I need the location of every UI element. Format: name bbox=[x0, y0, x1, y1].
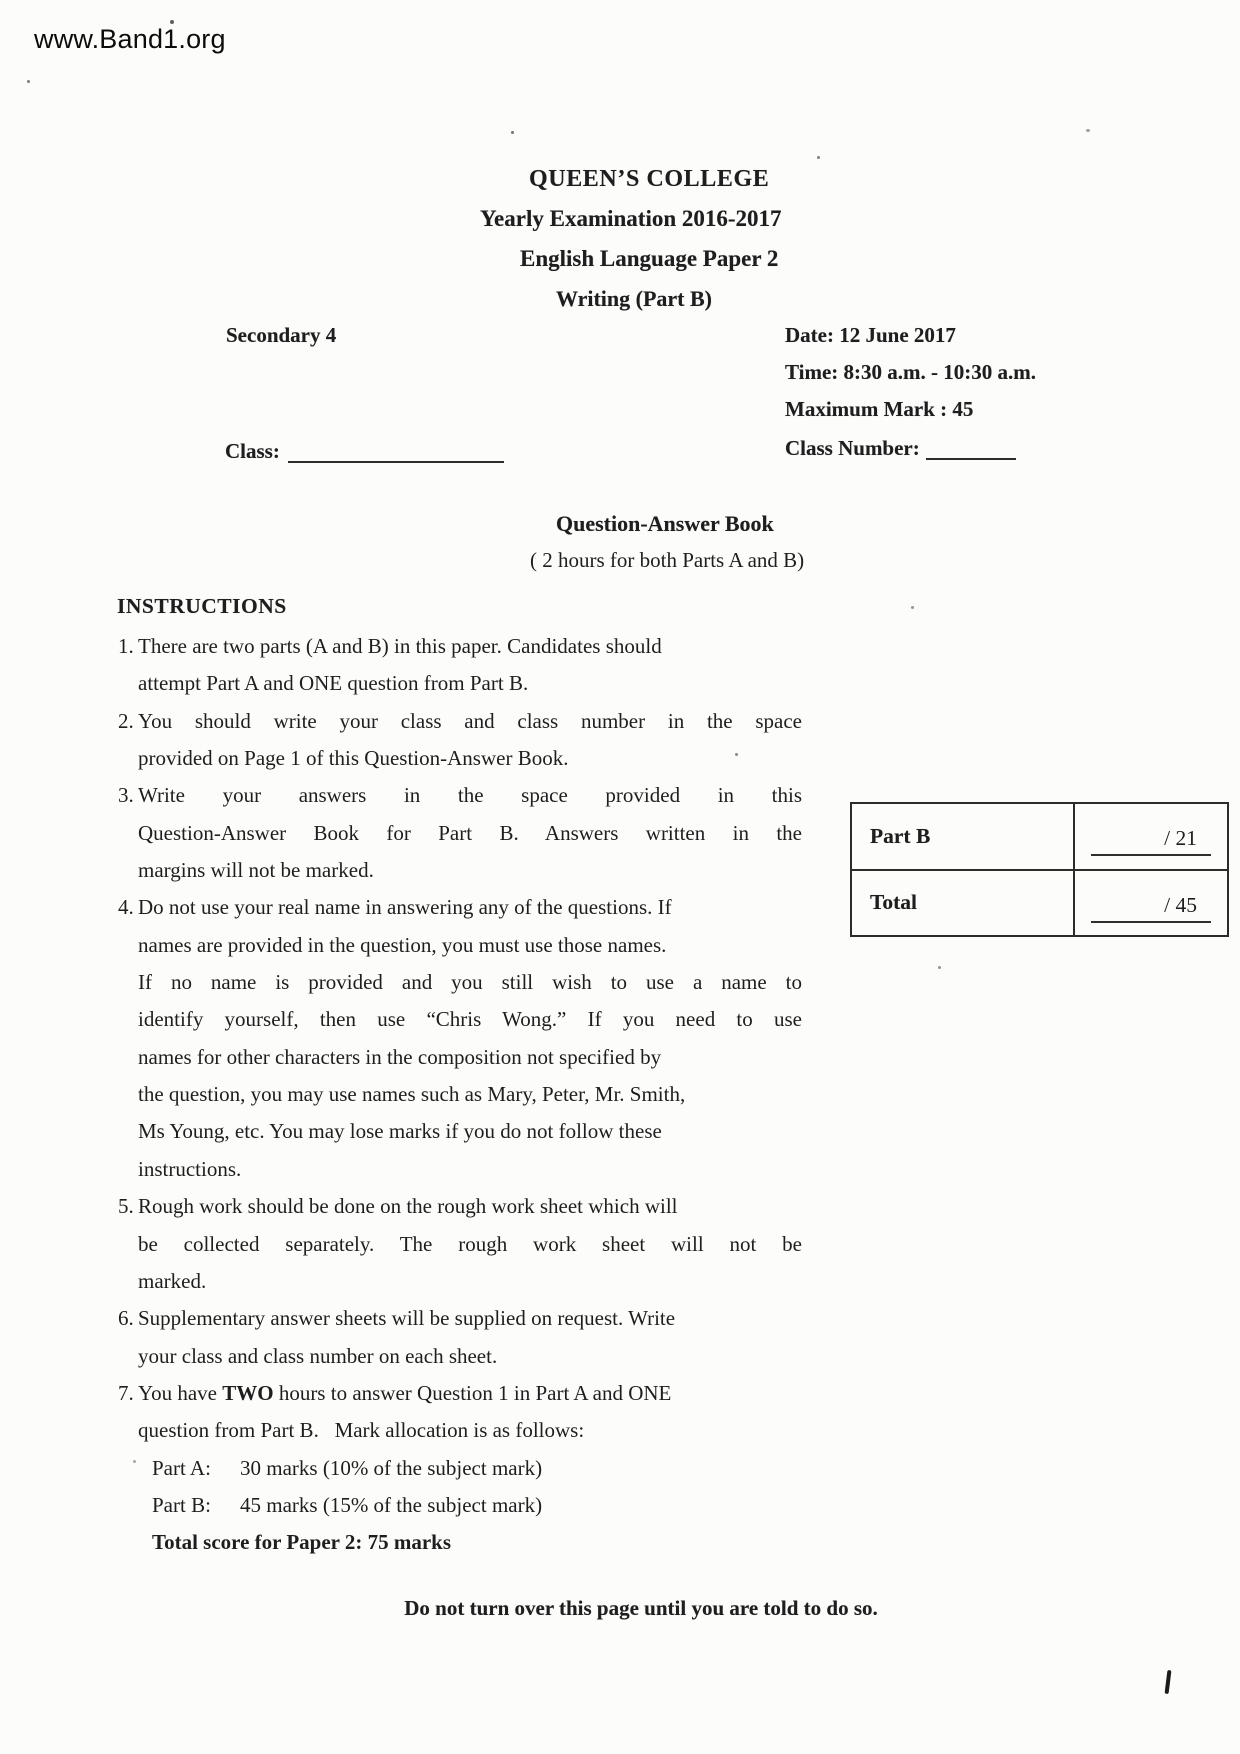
instruction-line bbox=[138, 1226, 802, 1263]
scan-speck bbox=[170, 20, 174, 24]
instruction-text: identify yourself, then use “Chris Wong.” If you need to use bbox=[138, 1007, 802, 1032]
section-title: Writing (Part B) bbox=[556, 286, 713, 311]
instruction-text: Do not use your real name in answering any of the questions. If bbox=[138, 895, 672, 920]
instruction-text: your class and class number on each sheet. bbox=[138, 1343, 498, 1368]
instruction-text: names for other characters in the composition not specified by bbox=[138, 1044, 662, 1069]
instruction-number: 5. bbox=[118, 1194, 134, 1219]
instruction-item bbox=[118, 1375, 802, 1562]
instruction-line bbox=[138, 1151, 802, 1188]
school-name: QUEEN’S COLLEGE bbox=[529, 166, 770, 192]
scan-speck bbox=[1086, 129, 1090, 132]
class-field bbox=[225, 439, 504, 464]
instruction-line bbox=[138, 777, 802, 814]
class-number-label: Class Number: bbox=[785, 436, 920, 460]
book-title: Question-Answer Book bbox=[556, 511, 774, 536]
instructions-list bbox=[118, 628, 802, 1562]
instruction-line bbox=[138, 1412, 802, 1449]
class-number-field bbox=[785, 436, 1016, 461]
instruction-item bbox=[118, 1188, 802, 1300]
instruction-line bbox=[138, 1039, 802, 1076]
instruction-text: Supplementary answer sheets will be supplied on request. Write bbox=[138, 1306, 676, 1331]
scan-speck bbox=[938, 966, 941, 969]
instruction-line bbox=[138, 852, 802, 889]
instruction-line bbox=[138, 665, 802, 702]
instruction-number: 2. bbox=[118, 708, 134, 733]
marks-row-label: Part B bbox=[851, 803, 1074, 870]
marks-row-label: Total bbox=[851, 870, 1074, 937]
instruction-line bbox=[138, 1076, 802, 1113]
instruction-text: 45 marks (15% of the subject mark) bbox=[240, 1492, 543, 1517]
marks-score-underline: / 45 bbox=[1091, 893, 1211, 923]
instruction-item bbox=[118, 703, 802, 778]
class-number-blank-line bbox=[926, 458, 1016, 460]
instruction-line bbox=[138, 1300, 802, 1337]
instruction-line bbox=[138, 1188, 802, 1225]
instruction-line bbox=[138, 1113, 802, 1150]
max-mark-label: Maximum Mark : 45 bbox=[785, 397, 974, 421]
instruction-text: provided on Page 1 of this Question-Answer Book. bbox=[138, 746, 569, 771]
instruction-text: question from Part B. Mark allocation is as follows: bbox=[138, 1418, 585, 1443]
mark-allocation-label: Part A: bbox=[152, 1455, 211, 1480]
instruction-text: names are provided in the question, you must use those names. bbox=[138, 932, 667, 957]
scan-speck bbox=[735, 753, 738, 756]
instruction-line bbox=[138, 927, 802, 964]
marks-score-underline: / 21 bbox=[1091, 826, 1211, 856]
mark-allocation-label: Part B: bbox=[152, 1492, 211, 1517]
instruction-number: 3. bbox=[118, 783, 134, 808]
instruction-text: Write your answers in the space provided in this bbox=[138, 783, 802, 808]
watermark-text: www.Band1.org bbox=[34, 24, 226, 54]
instruction-text: If no name is provided and you still wish to use a name to bbox=[138, 970, 802, 995]
level-label: Secondary 4 bbox=[226, 323, 337, 347]
instruction-text: marked. bbox=[138, 1268, 207, 1293]
instruction-text: the question, you may use names such as Mary, Peter, Mr. Smith, bbox=[138, 1082, 686, 1107]
instruction-line bbox=[138, 628, 802, 665]
instruction-number: 1. bbox=[118, 634, 134, 658]
instruction-line bbox=[138, 889, 802, 926]
pen-mark bbox=[1165, 1670, 1172, 1694]
instruction-line bbox=[138, 1001, 802, 1038]
instruction-line bbox=[138, 740, 802, 777]
instruction-line bbox=[152, 1450, 802, 1487]
instruction-item bbox=[118, 1300, 802, 1375]
instruction-text: There are two parts (A and B) in this paper. Candidates should bbox=[138, 634, 662, 658]
instruction-number: 6. bbox=[118, 1306, 134, 1331]
marks-score-cell bbox=[1074, 870, 1228, 937]
instruction-text: You have TWO hours to answer Question 1 in Part A and ONE bbox=[138, 1380, 672, 1405]
instruction-item bbox=[118, 628, 802, 703]
exam-date-label: Date: 12 June 2017 bbox=[785, 323, 956, 347]
instruction-number: 4. bbox=[118, 895, 134, 920]
exam-title: Yearly Examination 2016-2017 bbox=[480, 206, 782, 231]
instruction-number: 7. bbox=[118, 1380, 134, 1405]
scan-speck bbox=[817, 156, 820, 159]
instruction-text: margins will not be marked. bbox=[138, 858, 374, 883]
instruction-line bbox=[138, 703, 802, 740]
scan-speck bbox=[511, 131, 514, 134]
instruction-text: Question-Answer Book for Part B. Answers written in the bbox=[138, 820, 802, 845]
instruction-text: Rough work should be done on the rough work sheet which will bbox=[138, 1194, 678, 1219]
instruction-text: Ms Young, etc. You may lose marks if you do not follow these bbox=[138, 1119, 662, 1144]
instruction-item bbox=[118, 777, 802, 889]
instruction-line bbox=[138, 964, 802, 1001]
marks-row bbox=[851, 803, 1228, 870]
scan-speck bbox=[133, 1460, 136, 1463]
instruction-line bbox=[138, 1375, 802, 1412]
scan-speck bbox=[911, 606, 914, 609]
marks-row bbox=[851, 870, 1228, 937]
book-duration: ( 2 hours for both Parts A and B) bbox=[530, 548, 805, 572]
instruction-text: attempt Part A and ONE question from Part B. bbox=[138, 671, 529, 696]
marks-score-cell bbox=[1074, 803, 1228, 870]
marks-table bbox=[850, 802, 1229, 937]
footer-notice: Do not turn over this page until you are told to do so. bbox=[404, 1596, 878, 1620]
instructions-heading: INSTRUCTIONS bbox=[117, 594, 287, 618]
scan-speck bbox=[27, 80, 30, 83]
class-blank-line bbox=[288, 461, 504, 463]
exam-time-label: Time: 8:30 a.m. - 10:30 a.m. bbox=[785, 360, 1036, 384]
instruction-line bbox=[138, 1263, 802, 1300]
instruction-item bbox=[118, 889, 802, 1188]
instruction-text: You should write your class and class number in the space bbox=[138, 708, 802, 733]
instruction-line bbox=[152, 1524, 802, 1561]
instruction-text: instructions. bbox=[138, 1156, 242, 1181]
instruction-text: 30 marks (10% of the subject mark) bbox=[240, 1455, 543, 1480]
class-label: Class: bbox=[225, 439, 280, 463]
instruction-line bbox=[138, 815, 802, 852]
instruction-text: be collected separately. The rough work sheet will not be bbox=[138, 1231, 802, 1256]
paper-title: English Language Paper 2 bbox=[520, 246, 779, 271]
instruction-text: Total score for Paper 2: 75 marks bbox=[152, 1530, 452, 1555]
instruction-line bbox=[152, 1487, 802, 1524]
instruction-line bbox=[138, 1338, 802, 1375]
